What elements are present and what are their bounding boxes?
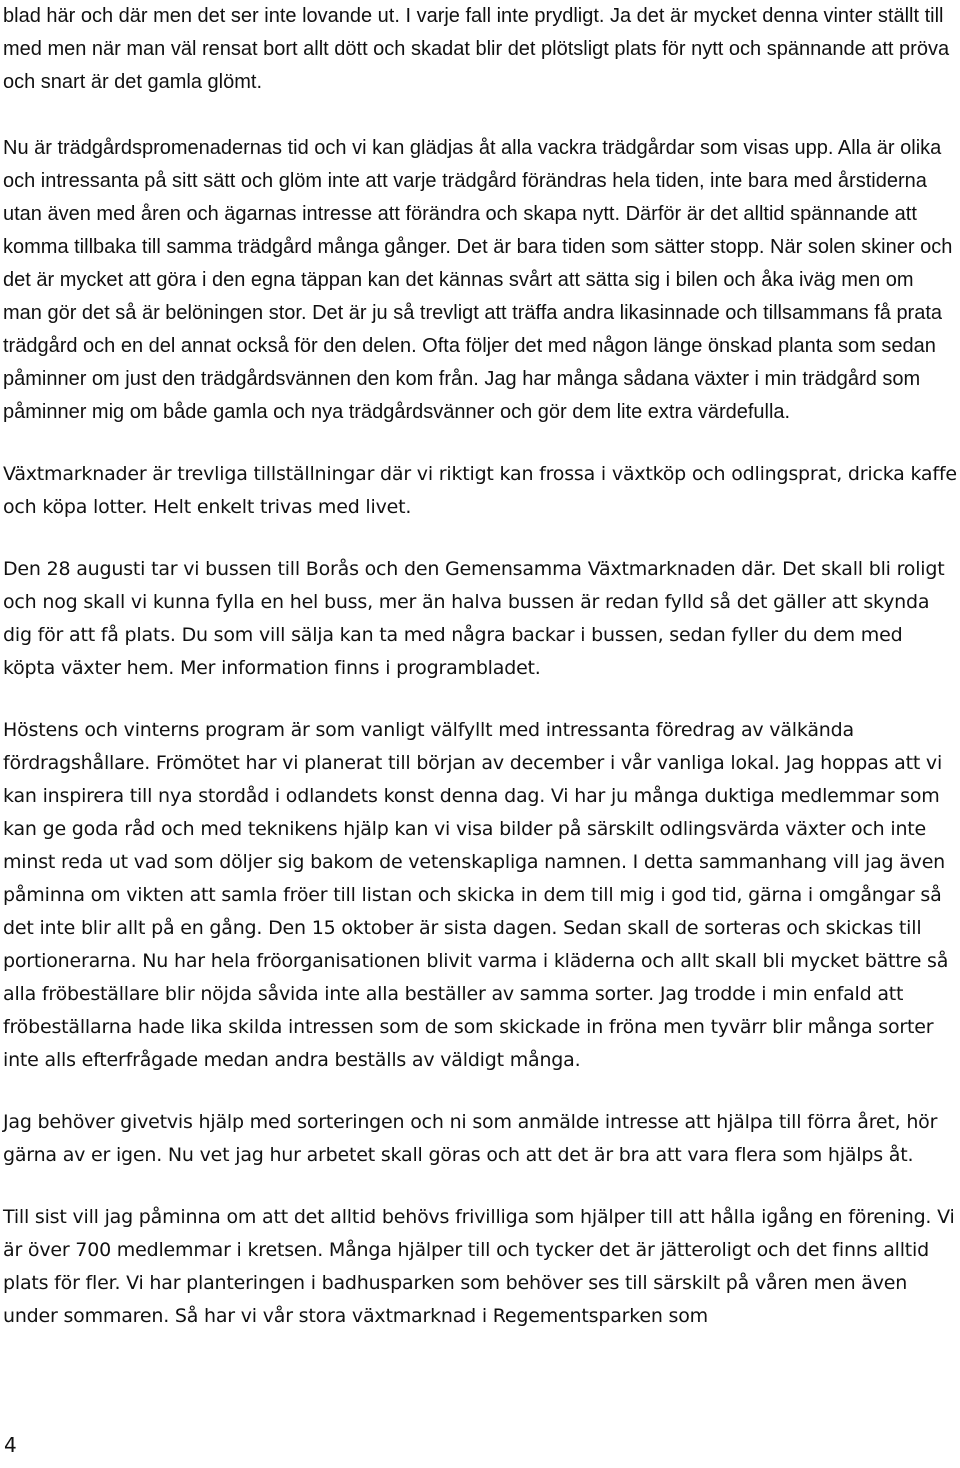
paragraph-sorting-help: Jag behöver givetvis hjälp med sorteringen och ni som anmälde intresse att hjälpa till förra året, hör gärna av er igen. Nu vet jag hur arbetet skall göras och att det är bra att vara flera som hjälps åt. — [3, 1111, 938, 1166]
paragraph-garden-walks: Nu är trädgårdspromenadernas tid och vi kan glädjas åt alla vackra trädgårdar som visas upp. Alla är olika och intressanta på sitt sätt och glöm inte att varje trädgård förändras hela tiden, inte bara med årstiderna utan även med åren och ägarnas intresse att förändra och skapa nytt. Därför är det alltid spännande att komma tillbaka till samma trädgård många gånger. Det är bara tiden som sätter stopp. När solen skiner och det är mycket att göra i den egna täppan kan det kännas svårt att sätta sig i bilen och åka iväg men om man gör det så är belöningen stor. Det är ju så trevligt att träffa andra likasinnade och tillsammans få prata trädgård och en del annat också för den delen. Ofta följer det med någon länge önskad planta som sedan påminner om just den trädgårdsvännen den kom från. Jag har många sådana växter i min trädgård som påminner mig om både gamla och nya trädgårdsvänner och gör dem lite extra värdefulla. — [3, 137, 953, 423]
page-number: 4 — [4, 1433, 17, 1457]
paragraph-boras-trip: Den 28 augusti tar vi bussen till Borås och den Gemensamma Växtmarknaden där. Det skall bli roligt och nog skall vi kunna fylla en hel buss, mer än halva bussen är redan fylld så det gäller att skynda dig för att få plats. Du som vill sälja kan ta med några backar i bussen, sedan fyller du dem med köpta växter hem. Mer information finns i programbladet. — [3, 558, 945, 679]
paragraph-plant-markets: Växtmarknader är trevliga tillställningar där vi riktigt kan frossa i växtköp och odlingsprat, dricka kaffe och köpa lotter. Helt enkelt trivas med livet. — [3, 463, 957, 518]
document-page — [3, 0, 957, 1333]
paragraph-intro: blad här och där men det ser inte lovande ut. I varje fall inte prydligt. Ja det är mycket denna vinter ställt till med men när man väl rensat bort allt dött och skadat blir det plötsligt plats för nytt och spännande att pröva och snart är det gamla glömt. — [3, 5, 950, 93]
paragraph-volunteers: Till sist vill jag påminna om att det alltid behövs frivilliga som hjälper till att hålla igång en förening. Vi är över 700 medlemmar i kretsen. Många hjälper till och tycker det är jätteroligt och det finns alltid plats för fler. Vi har planteringen i badhusparken som behöver ses till särskilt på våren men även under sommaren. Så har vi vår stora växtmarknad i Regementsparken som — [3, 1206, 955, 1327]
paragraph-autumn-program: Höstens och vinterns program är som vanligt välfyllt med intressanta föredrag av välkända fördragshållare. Frömötet har vi planerat till början av december i vår vanliga lokal. Jag hoppas att vi kan inspirera till nya stordåd i odlandets konst denna dag. Vi har ju många duktiga medlemmar som kan ge goda råd och med teknikens hjälp kan vi visa bilder på särskilt odlingsvärda växter och inte minst reda ut vad som döljer sig bakom de vetenskapliga namnen. I detta sammanhang vill jag även påminna om vikten att samla fröer till listan och skicka in dem till mig i god tid, gärna i omgångar så det inte blir allt på en gång. Den 15 oktober är sista dagen. Sedan skall de sorteras och skickas till portionerarna. Nu har hela fröorganisationen blivit varma i kläderna och allt skall bli mycket bättre så alla fröbeställare blir nöjda såvida inte alla beställer av samma sorter. Jag trodde i min enfald att fröbeställarna hade lika skilda intressen som de som skickade in fröna men tyvärr blir många sorter inte alls efterfrågade medan andra beställs av väldigt många. — [3, 719, 949, 1071]
